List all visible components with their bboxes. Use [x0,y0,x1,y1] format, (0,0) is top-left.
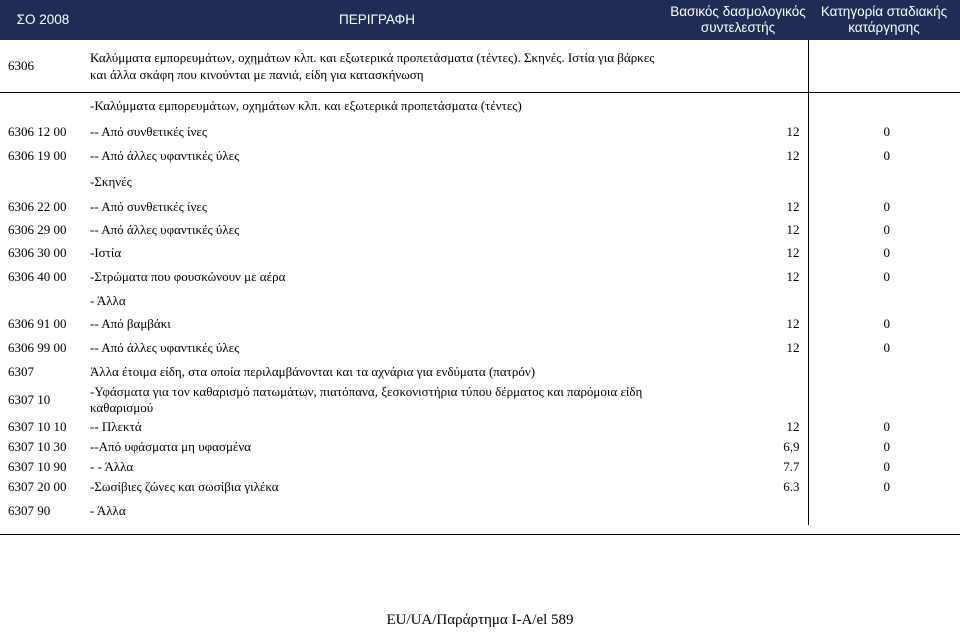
cell-rate [668,40,808,92]
header-code: ΣΟ 2008 [16,12,70,27]
cell-description: -- Από άλλες υφαντικές ύλες [90,339,240,355]
cell-code [0,168,86,195]
table-row [0,383,960,417]
cell-rate [668,168,808,195]
cell-rate: 6.3 [783,479,800,494]
cell-description: -- Από συνθετικές ίνες [90,123,208,139]
cell-category: 0 [808,417,960,437]
cell-rate: 6,9 [783,439,800,454]
table-row [0,477,960,497]
cell-category: 0 [808,143,960,168]
cell-category: 0 [808,264,960,289]
cell-rate [668,497,808,525]
cell-code: 6307 10 90 [8,459,67,474]
table-row [0,437,960,457]
cell-rate: 7.7 [783,459,800,474]
table-row [0,312,960,335]
cell-category: 0 [808,120,960,143]
cell-description: -- Από βαμβάκι [90,315,171,331]
header-description: ΠΕΡΙΓΡΑΦΗ [338,12,416,27]
cell-category [808,383,960,417]
cell-category: 0 [808,195,960,218]
cell-category: 0 [808,477,960,497]
cell-rate [668,360,808,383]
header-staging-category: Κατηγορία σταδιακής κατάργησης [820,4,948,35]
cell-code: 6306 [0,40,86,92]
cell-rate: 12 [786,244,800,260]
cell-rate: 12 [786,198,800,214]
cell-rate [668,383,808,417]
cell-rate: 12 [786,339,800,355]
cell-description: Άλλα έτοιμα είδη, στα οποία περιλαμβάνονται και τα αχνάρια για ενδύματα (πατρόν) [90,363,536,379]
cell-code: 6306 30 00 [8,244,67,260]
cell-description: - Άλλα [90,292,126,308]
cell-description: -Καλύμματα εμπορευμάτων, οχημάτων κλπ. και εξωτερικά προπετάσματα (τέντες) [90,98,522,114]
table-row [0,143,960,168]
cell-code [0,289,86,312]
cell-category [808,40,960,92]
table-row [0,218,960,241]
table-row [0,264,960,289]
table-header [0,0,960,40]
cell-category [808,360,960,383]
table-row [0,417,960,437]
cell-description: -Σκηνές [90,173,132,189]
cell-code: 6306 99 00 [8,339,67,355]
table-row [0,92,960,120]
cell-code: 6307 10 30 [8,439,67,454]
cell-description: - - Άλλα [90,459,134,474]
cell-code: 6307 20 00 [8,479,67,494]
cell-category [808,497,960,525]
cell-rate: 12 [786,147,800,163]
page-reference: EU/UA/Παράρτημα I-A/el 589 [386,612,574,628]
table-row [0,360,960,383]
cell-rate: 12 [786,221,800,237]
cell-code: 6306 12 00 [8,123,67,139]
cell-category: 0 [808,457,960,477]
cell-category: 0 [808,312,960,335]
cell-code: 6306 40 00 [8,268,67,284]
cell-description: -- Από άλλες υφαντικές ύλες [90,221,240,237]
table-bottom-rule [0,534,960,535]
cell-description: -Υφάσματα για τον καθαρισμό πατωμάτων, πιατόπανα, ξεσκονιστήρια τύπου δέρματος και παρόμοια είδη καθαρισμού [90,384,643,415]
cell-rate: 12 [786,123,800,139]
cell-code: 6306 29 00 [8,221,67,237]
table-row [0,120,960,143]
cell-rate: 12 [786,268,800,284]
cell-rate: 12 [786,315,800,331]
cell-description: -- Πλεκτά [90,419,142,434]
cell-category: 0 [808,437,960,457]
cell-description: -- Από συνθετικές ίνες [90,198,208,214]
cell-code: 6307 [8,363,34,379]
table-row [0,195,960,218]
cell-rate [668,289,808,312]
cell-code [0,92,86,120]
cell-description: Καλύμματα εμπορευμάτων, οχημάτων κλπ. και εξωτερικά προπετάσματα (τέντες). Σκηνές. Ιστία για βάρκες και άλλα σκάφη που κινούνται με πανιά, είδη για κατασκήνωση [86,40,668,92]
cell-code: 6307 90 [8,503,51,518]
cell-code: 6307 10 [8,392,51,407]
cell-rate: 12 [786,419,800,434]
cell-category: 0 [808,335,960,360]
cell-category [808,289,960,312]
cell-category: 0 [808,241,960,264]
cell-code: 6307 10 10 [8,419,67,434]
cell-code: 6306 22 00 [8,198,67,214]
table-row [0,289,960,312]
table-row [0,335,960,360]
cell-category [808,92,960,120]
cell-description: -Στρώματα που φουσκώνουν με αέρα [90,268,286,284]
cell-description: --Από υφάσματα μη υφασμένα [90,439,252,454]
table-row [0,40,960,92]
table-row [0,497,960,525]
cell-code: 6306 91 00 [8,315,67,331]
table-row [0,241,960,264]
cell-category: 0 [808,218,960,241]
cell-code: 6306 19 00 [8,147,67,163]
cell-description: -Ιστία [90,244,122,260]
cell-description: -- Από άλλες υφαντικές ύλες [90,147,240,163]
cell-category [808,168,960,195]
table-row [0,457,960,477]
table-row [0,168,960,195]
cell-rate [668,92,808,120]
cell-description: -Σωσίβιες ζώνες και σωσίβια γιλέκα [90,479,279,494]
header-base-rate: Βασικός δασμολογικός συντελεστής [670,4,806,35]
tariff-table [0,40,960,525]
cell-description: - Άλλα [90,503,126,518]
